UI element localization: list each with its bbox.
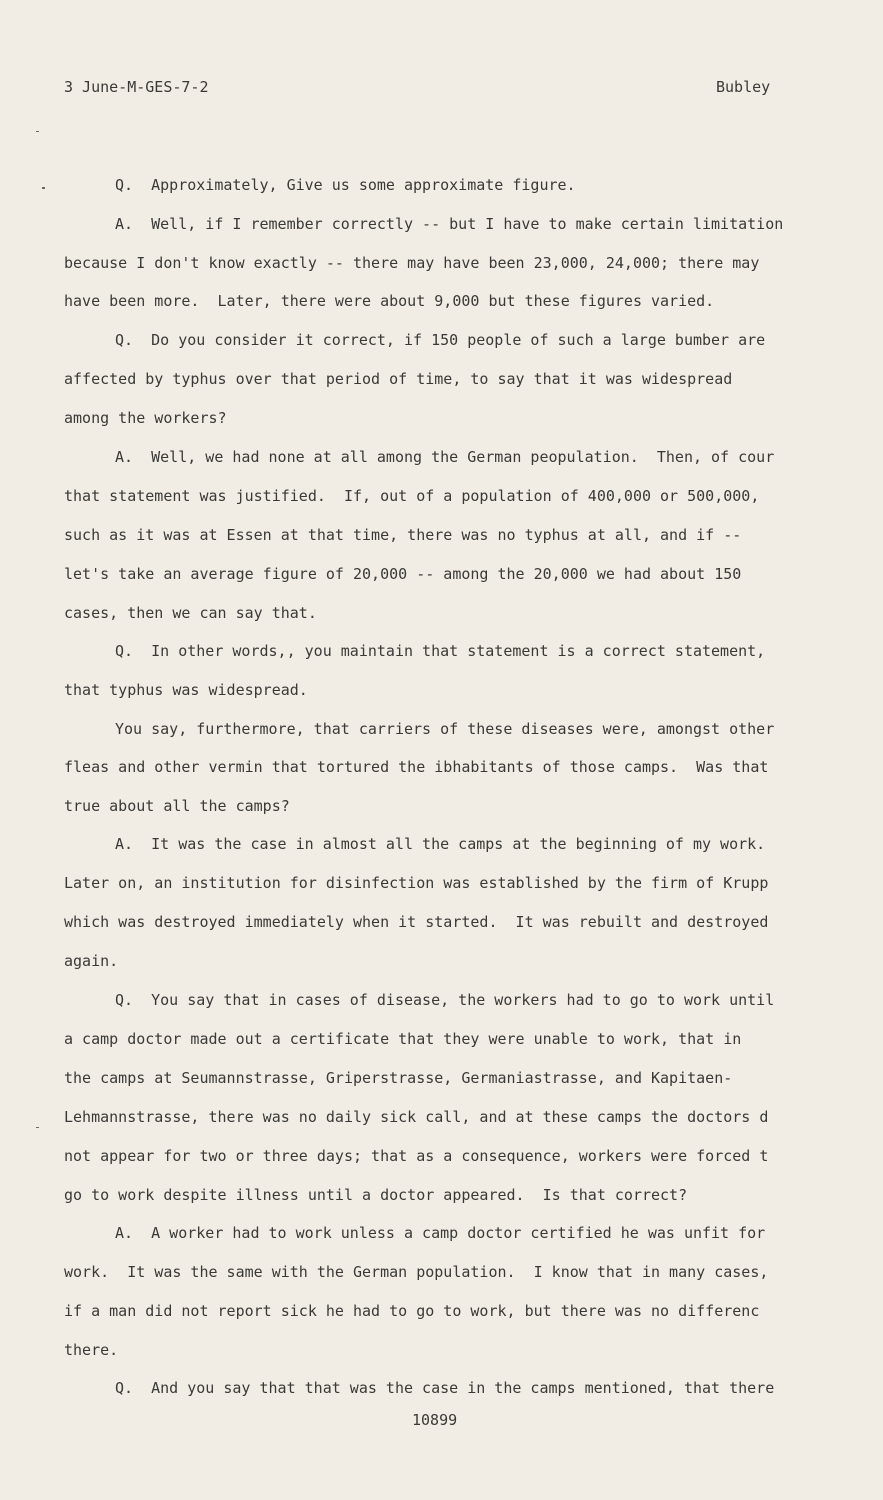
document-reference: 3 June-M-GES-7-2 bbox=[64, 78, 209, 96]
transcript-line: A. It was the case in almost all the camps at the beginning of my work. bbox=[115, 835, 766, 853]
page-number: 10899 bbox=[412, 1411, 458, 1429]
transcript-line: have been more. Later, there were about 9,000 but these figures varied. bbox=[64, 292, 715, 310]
transcript-line: You say, furthermore, that carriers of these diseases were, amongst other bbox=[115, 720, 775, 738]
transcript-line: affected by typhus over that period of time, to say that it was widespread bbox=[64, 370, 733, 388]
transcript-line: because I don't know exactly -- there may have been 23,000, 24,000; there may bbox=[64, 254, 760, 272]
witness-name: Bubley bbox=[716, 78, 771, 96]
transcript-line: true about all the camps? bbox=[64, 797, 290, 815]
transcript-line: Q. In other words,, you maintain that statement is a correct statement, bbox=[115, 642, 766, 660]
margin-dot-mark bbox=[42, 187, 45, 189]
transcript-line: let's take an average figure of 20,000 -- among the 20,000 we had about 150 bbox=[64, 565, 742, 583]
transcript-line: A. A worker had to work unless a camp doctor certified he was unfit for bbox=[115, 1224, 766, 1242]
transcript-line: that typhus was widespread. bbox=[64, 681, 308, 699]
transcript-line: fleas and other vermin that tortured the ibhabitants of those camps. Was that bbox=[64, 758, 769, 776]
transcript-line: A. Well, if I remember correctly -- but I have to make certain limitation bbox=[115, 215, 784, 233]
transcript-line: Q. Do you consider it correct, if 150 people of such a large bumber are bbox=[115, 331, 766, 349]
margin-tick-mark bbox=[36, 1127, 39, 1128]
transcript-line: a camp doctor made out a certificate that they were unable to work, that in bbox=[64, 1030, 742, 1048]
transcript-line: work. It was the same with the German population. I know that in many cases, bbox=[64, 1263, 769, 1281]
transcript-line: Lehmannstrasse, there was no daily sick call, and at these camps the doctors d bbox=[64, 1108, 769, 1126]
transcript-line: again. bbox=[64, 952, 119, 970]
transcript-line: among the workers? bbox=[64, 409, 227, 427]
transcript-line: cases, then we can say that. bbox=[64, 604, 317, 622]
transcript-line: which was destroyed immediately when it started. It was rebuilt and destroyed bbox=[64, 913, 769, 931]
transcript-line: go to work despite illness until a doctor appeared. Is that correct? bbox=[64, 1186, 688, 1204]
transcript-line: Later on, an institution for disinfection was established by the firm of Krupp bbox=[64, 874, 769, 892]
transcript-line: there. bbox=[64, 1341, 119, 1359]
transcript-line: Q. Approximately, Give us some approximate figure. bbox=[115, 176, 576, 194]
transcript-line: Q. And you say that that was the case in the camps mentioned, that there bbox=[115, 1379, 775, 1397]
transcript-line: if a man did not report sick he had to go to work, but there was no differenc bbox=[64, 1302, 760, 1320]
transcript-line: such as it was at Essen at that time, there was no typhus at all, and if -- bbox=[64, 526, 742, 544]
transcript-line: A. Well, we had none at all among the German peopulation. Then, of cour bbox=[115, 448, 775, 466]
margin-tick-mark bbox=[36, 131, 39, 132]
transcript-line: not appear for two or three days; that as a consequence, workers were forced t bbox=[64, 1147, 769, 1165]
transcript-line: Q. You say that in cases of disease, the workers had to go to work until bbox=[115, 991, 775, 1009]
transcript-line: that statement was justified. If, out of a population of 400,000 or 500,000, bbox=[64, 487, 760, 505]
transcript-line: the camps at Seumannstrasse, Griperstrasse, Germaniastrasse, and Kapitaen- bbox=[64, 1069, 733, 1087]
